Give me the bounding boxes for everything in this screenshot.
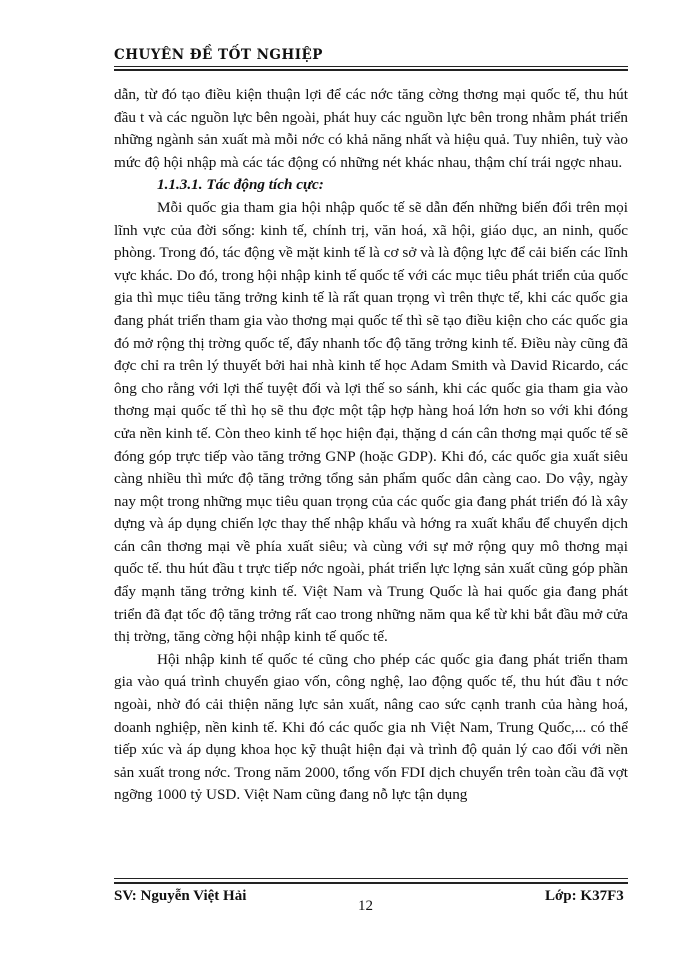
header-rule	[114, 66, 628, 67]
document-header-title: CHUYÊN ĐỀ TỐT NGHIỆP	[114, 47, 323, 63]
section-heading: 1.1.3.1. Tác động tích cực:	[157, 176, 324, 194]
body-paragraph-2: Mỗi quốc gia tham gia hội nhập quốc tế sẽ dẫn đến những biến đổi trên mọi lĩnh vực của đời sống: kinh tế, chính trị, văn hoá, xã hội, giáo dục, an ninh, quốc phòng. Trong đó, tác động về mặt kinh tế là cơ sở và là động lực để cải biến các lĩnh vực khác. Do đó, trong hội nhập kinh tế quốc tế với các mục tiêu phát triển của quốc gia thì mục tiêu tăng trởng kinh tế là rất quan trọng vì trên thực tế, khi các quốc gia đang phát triển tham gia vào thơng mại quốc tế thì sẽ tạo điều kiện cho các quốc gia đó mở rộng thị trờng quốc tế, đẩy nhanh tốc độ tăng trởng kinh tế. Điều này cũng đã đợc chỉ ra trên lý thuyết bởi hai nhà kinh tế học Adam Smith và David Ricardo, các ông cho rằng với lợi thế tuyệt đối và lợi thế so sánh, khi các quốc gia tham gia vào thơng mại quốc tế thì họ sẽ thu đợc một tập hợp hàng hoá lớn hơn so với khi đóng cửa nền kinh tế. Còn theo kinh tế học hiện đại, thặng d cán cân thơng mại quốc tế sẽ đóng góp trực tiếp vào tăng trởng GNP (hoặc GDP). Khi đó, các quốc gia xuất siêu càng nhiều thì mức độ tăng trởng tổng sản phẩm quốc dân càng cao. Do vậy, ngày nay một trong những mục tiêu quan trọng của các quốc gia đang phát triển đó là xây dựng và áp dụng chiến lợc thay thế nhập khẩu và hớng ra xuất khẩu để chuyển dịch cán cân thơng mại về phía xuất siêu; và cùng với sự mở rộng quy mô thơng mại quốc tế. thu hút đầu t trực tiếp nớc ngoài, phát triển lực lợng sản xuất cũng góp phần đẩy mạnh tăng trởng kinh tế. Việt Nam và Trung Quốc là hai quốc gia đang phát triển đã đạt tốc độ tăng trởng rất cao trong những năm qua kể từ khi bắt đầu mở cửa thị trờng, tăng cờng hội nhập kinh tế quốc tế.	[114, 198, 628, 646]
page-number: 12	[358, 898, 373, 914]
footer-rule	[114, 882, 628, 884]
footer-student-name: SV: Nguyễn Việt Hải	[114, 888, 247, 904]
footer-rule-thin	[114, 878, 628, 879]
document-body	[114, 84, 628, 807]
footer-class-name: Lớp: K37F3	[545, 888, 624, 904]
header-rule-thick	[114, 69, 628, 71]
body-paragraph-1: dẫn, từ đó tạo điều kiện thuận lợi để các nớc tăng cờng thơng mại quốc tế, thu hút đầu t và các nguồn lực bên ngoài, phát huy các nguồn lực bên trong nhằm phát triển những ngành sản xuất mà mỗi nớc có khả năng nhất và hiệu quả. Tuy nhiên, tuỳ vào mức độ hội nhập mà các tác động có những nét khác nhau, thậm chí trái ngợc nhau.	[114, 86, 628, 171]
body-paragraph-3: Hội nhập kinh tế quốc té cũng cho phép các quốc gia đang phát triển tham gia vào quá trình chuyển giao vốn, công nghệ, lao động quốc tế, thu hút đầu t nớc ngoài, nhờ đó cải thiện năng lực sản xuất, nâng cao sức cạnh tranh của hàng hoá, doanh nghiệp, nền kinh tế. Khi đó các quốc gia nh Việt Nam, Trung Quốc,... có thể tiếp xúc và áp dụng khoa học kỹ thuật hiện đại và trình độ quản lý cao đối với nền sản xuất trong nớc. Trong năm 2000, tổng vốn FDI dịch chuyển trên toàn cầu đã vợt ngỡng 1000 tỷ USD. Việt Nam cũng đang nỗ lực tận dụng	[114, 650, 628, 804]
